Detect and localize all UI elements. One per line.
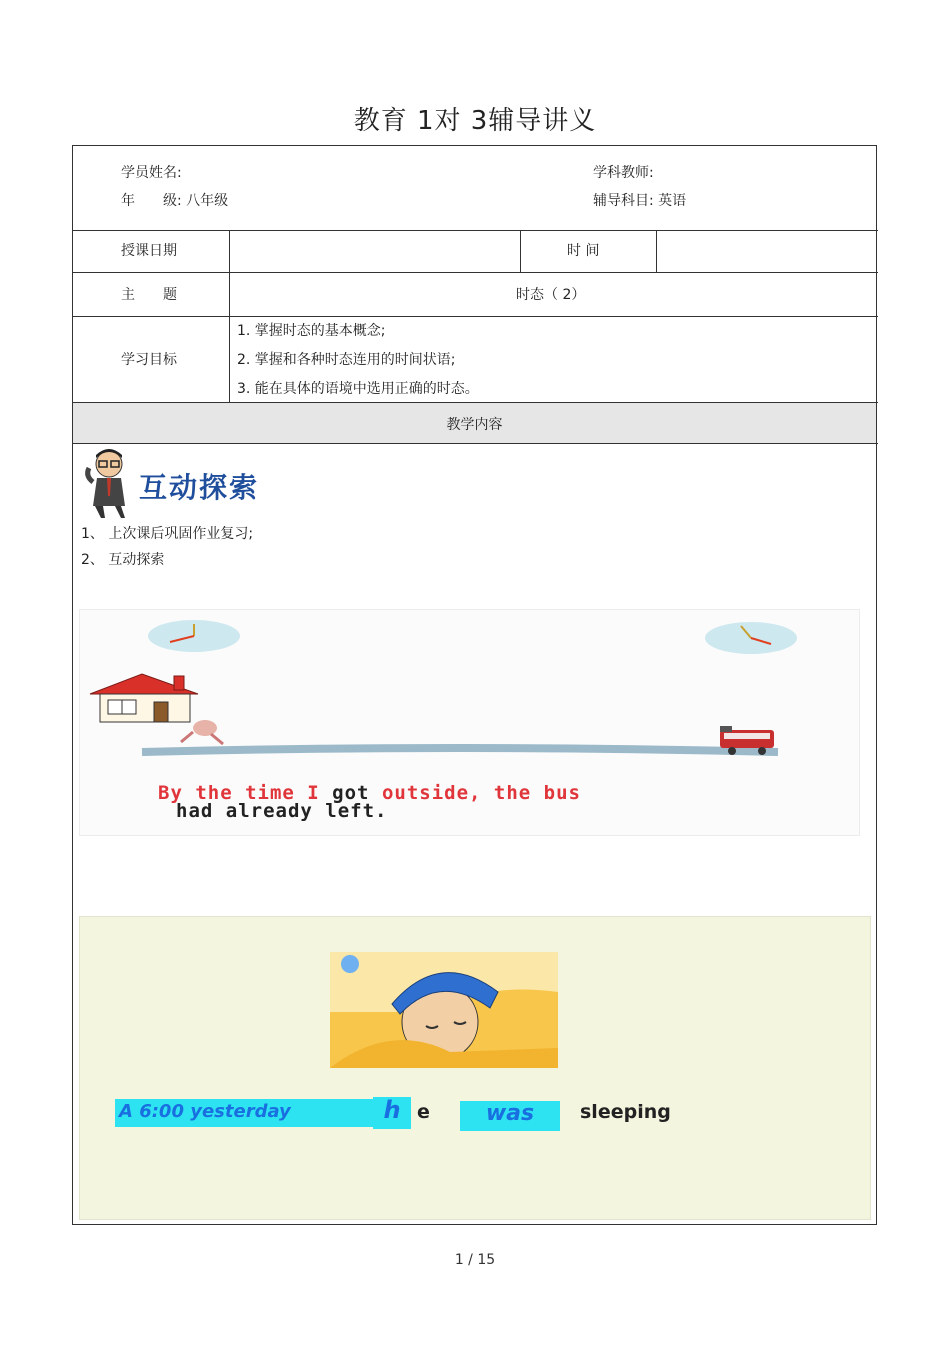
list-item: 2、 互动探索 <box>81 552 165 568</box>
goal-item: 1. 掌握时态的基本概念; <box>237 323 386 339</box>
teacher-label: 学科教师: <box>593 165 654 181</box>
grade-label: 年 级: 八年级 <box>121 193 229 209</box>
sentence-text: sleeping <box>580 1101 671 1123</box>
sentence-part: got <box>332 782 370 804</box>
topic-label: 主 题 <box>121 287 177 303</box>
content-header-label: 教学内容 <box>446 417 503 433</box>
timeline-road <box>140 740 780 760</box>
page-number: 1 / 15 <box>454 1252 496 1268</box>
sentence-text: e <box>417 1101 430 1123</box>
document-title: 教育 1对 3辅导讲义 <box>353 106 597 136</box>
divider <box>73 230 878 231</box>
subject-label: 辅导科目: 英语 <box>593 193 687 209</box>
list-item: 1、 上次课后巩固作业复习; <box>81 526 254 542</box>
column-divider <box>520 230 521 272</box>
column-divider <box>656 230 657 272</box>
divider <box>73 316 878 317</box>
teacher-mascot-icon <box>81 446 137 518</box>
divider <box>73 443 878 444</box>
house-icon <box>86 672 204 724</box>
bus-icon <box>718 724 778 756</box>
clock-icon <box>705 622 797 654</box>
goals-label: 学习目标 <box>121 352 177 368</box>
lesson-sheet <box>72 145 877 1225</box>
highlight-phrase: A 6:00 yesterday <box>115 1099 373 1127</box>
highlight-verb: was <box>460 1101 560 1131</box>
time-label: 时 间 <box>567 243 600 259</box>
divider <box>73 272 878 273</box>
sleeping-illustration <box>79 916 871 1220</box>
sentence-part: outside, the bus <box>381 782 581 804</box>
sleeping-boy-icon <box>330 952 558 1068</box>
date-label: 授课日期 <box>121 243 177 259</box>
banner-title: 互动探索 <box>139 471 260 504</box>
topic-value: 时态（ 2） <box>516 287 586 303</box>
clock-icon <box>148 620 240 652</box>
timeline-illustration <box>79 609 860 836</box>
student-name-label: 学员姓名: <box>121 165 182 181</box>
goal-item: 3. 能在具体的语境中选用正确的时态。 <box>237 381 479 397</box>
example-sentence-line2: had already left. <box>176 800 388 822</box>
highlight-letter: h <box>373 1097 411 1129</box>
goal-item: 2. 掌握和各种时态连用的时间状语; <box>237 352 456 368</box>
sentence-part: By the time I <box>158 782 320 804</box>
